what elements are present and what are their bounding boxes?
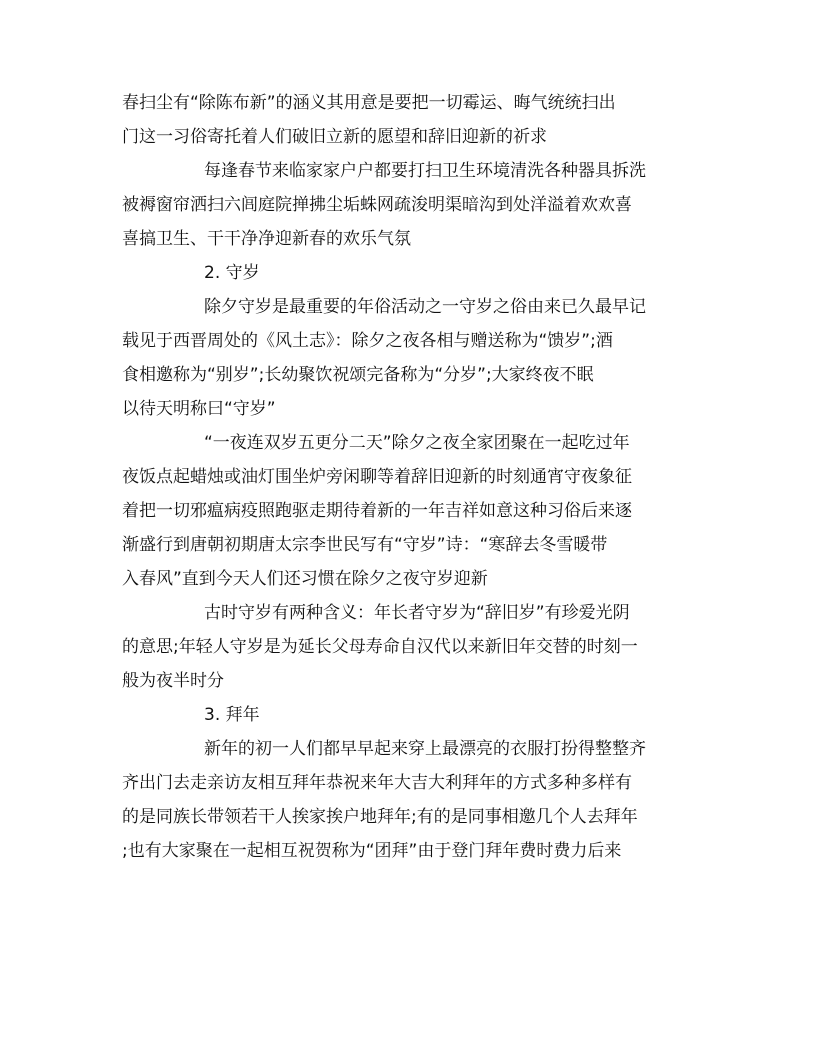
- text-line: 的是同族长带领若干人挨家挨户地拜年;有的是同事相邀几个人去拜年: [122, 807, 638, 827]
- text-line: 载见于西晋周处的《风土志》：除夕之夜各相与赠送称为“馈岁”;酒: [122, 331, 613, 351]
- text-line: 被褥窗帘洒扫六闾庭院掸拂尘垢蛛网疏浚明渠暗沟到处洋溢着欢欢喜: [122, 195, 632, 215]
- text-line: 食相邀称为“别岁”;长幼聚饮祝颂完备称为“分岁”;大家终夜不眠: [122, 365, 594, 385]
- section-heading: 3. 拜年: [204, 705, 260, 725]
- text-line: 渐盛行到唐朝初期唐太宗李世民写有“守岁”诗：“寒辞去冬雪暖带: [122, 535, 608, 555]
- text-line: 着把一切邪瘟病疫照跑驱走期待着新的一年吉祥如意这种习俗后来逐: [122, 501, 632, 521]
- text-line: 的意思;年轻人守岁是为延长父母寿命自汉代以来新旧年交替的时刻一: [122, 637, 638, 657]
- paragraph-start-line: 每逢春节来临家家户户都要打扫卫生环境清洗各种器具拆洗: [204, 161, 646, 181]
- paragraph-start-line: 古时守岁有两种含义：年长者守岁为“辞旧岁”有珍爱光阴: [204, 603, 630, 623]
- text-line: 般为夜半时分: [122, 671, 224, 691]
- paragraph-start-line: “一夜连双岁五更分二天”除夕之夜全家团聚在一起吃过年: [204, 433, 630, 453]
- section-heading: 2. 守岁: [204, 263, 260, 283]
- text-line: ;也有大家聚在一起相互祝贺称为“团拜”由于登门拜年费时费力后来: [122, 841, 622, 861]
- text-line: 齐出门去走亲访友相互拜年恭祝来年大吉大利拜年的方式多种多样有: [122, 773, 632, 793]
- text-line: 喜搞卫生、干干净净迎新春的欢乐气氛: [122, 229, 411, 249]
- text-line: 以待天明称曰“守岁”: [122, 399, 276, 419]
- paragraph-start-line: 除夕守岁是最重要的年俗活动之一守岁之俗由来已久最早记: [204, 297, 646, 317]
- text-line: 入春风”直到今天人们还习惯在除夕之夜守岁迎新: [122, 569, 488, 589]
- paragraph-start-line: 新年的初一人们都早早起来穿上最漂亮的衣服打扮得整整齐: [204, 739, 646, 759]
- document-body: [122, 86, 702, 868]
- text-line: 夜饭点起蜡烛或油灯围坐炉旁闲聊等着辞旧迎新的时刻通宵守夜象征: [122, 467, 632, 487]
- text-line: 门这一习俗寄托着人们破旧立新的愿望和辞旧迎新的祈求: [122, 127, 547, 147]
- text-line: 春扫尘有“除陈布新”的涵义其用意是要把一切霉运、晦气统统扫出: [122, 93, 616, 113]
